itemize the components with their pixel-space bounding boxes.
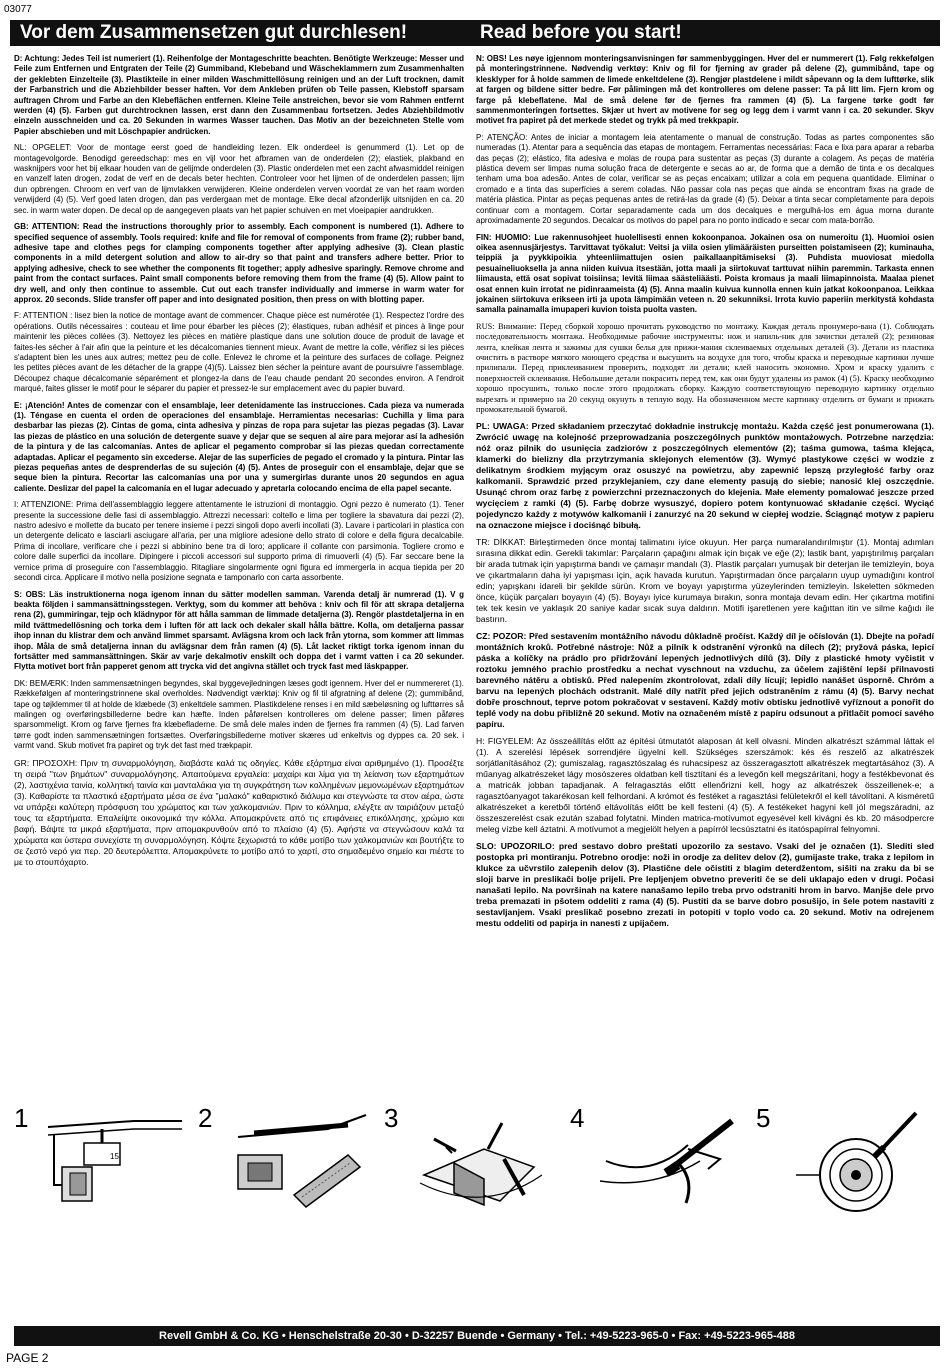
header-english: Read before you start!: [470, 20, 940, 46]
header-german: Vor dem Zusammensetzen gut durchlesen!: [10, 20, 470, 46]
paragraph-i: I: ATTENZIONE: Prima dell'assemblaggio leggere attentamente le istruzioni di montaggio. Ogni pezzo è numerato (1). Tener presente la successione delle fasi di assemblaggio. Attrezzi necessari: coltello e lima per togliere la sbavatura dai pezzi (2), nastro adesivo e mollette da bucato per tenere insieme i pezzi singoli dopo averli incollati (3). Lavare i particolari in plastica con un detergente delicato e lasciarli asciugare all'aria, per una migliore adesione dello strato di colore e della figura decalcabile. Prima di incollare, verificare che i pezzi si abbinino bene tra di loro; applicare il collante con parsimonia. Togliere cromo e colore dalle superfici da incollare. Dipingere i piccoli accessori sul supporto prima di rimuoverli (4) (5). Far seccare bene la vernice prima di proseguire con l'assemblaggio. Ritagliare singolarmente ogni figura ed immergerla in acqua tiepida per 20 secondi circa. Applicare il motivo nella posizione segnata e tamponarlo con carta assorbente.: [14, 500, 464, 583]
paragraph-slo: SLO: UPOZORILO: pred sestavo dobro preštati upozorilo za sestavo. Vsaki del je označen (1). Slediti sled postopka pri montiranju. Potrebno orodje: noži in orodje za delitev delov (2), gumijaste trake, traka z lepilom in klukce za učvrstilo zalepenih delov (3). Plastične dele očistiti z blagim deterdžentom, sišiti na zraku da bi se sloji barve in preslikači bolje prijeli. Pre lepljenjem obvetno preveriti če se deli uklapajo eden v drugi. Počasi nanašati lepilo. Na površinah na katere nanašamo lepilo treba prvo odstraniti hrom in barvo. Manjše dele prvo treba premazati in pšotem oddeliti z rama (4) (5). Pustiti da se barve dobro posušijo, in šele potem nastaviti z sestavljanjem. Vsaki preslikač posebno zrezati in potopiti v toplo vodo ca. 20 sekund. Motiv na odrejenem mestu oddeliti od papirja in nanesti z upijačem.: [476, 841, 934, 929]
paragraph-f: F: ATTENTION : lisez bien la notice de montage avant de commencer. Chaque pièce est numérotée (1). Respectez l'ordre des opérations. Outils nécessaires : couteau et lime pour ébarber les pièces (2); élastiques, ruban adhésif et pinces à linge pour maintenir les pièces collées (3). Nettoyez les pièces en matière plastique dans une solution douce de produit de lavage et faites-les sécher à l'air afin que la peinture et les décalcomanies tiennent mieux. Avant de mettre la colle, vérifiez si les pièces s'adaptent bien les unes aux autres; mettez peu de colle. Enlevez le chrome et la peinture des surfaces de collage. Peignez les petites pièces avant de les détacher de la grappe (4)(5). Laissez bien sécher la peinture avant de poursuivre l'assemblage. Découpez chaque décalcomanie séparément et plongez-la dans de l'eau chaude pendant 20 secondes environ. A l'endroit marqué, faites glisser le motif pour le séparer du papier et pressez-le sur emplacement avec du papier buvard.: [14, 311, 464, 394]
document-number: 03077: [4, 4, 32, 15]
paragraph-h: H: FIGYELEM: Az összeállítás előtt az építési útmutatót alaposan át kell olvasni. Minden alkatrészt számmal láttak el (1). A szerelési lépések sorrendjére ügyelni kell. Szükséges szerszámok: kés és reszelő az alkatrészek sorjátlanításához (2); gumiszalag, ragasztószalag és ruhacsipesz az összeragasztott alkatrészek megtartásához (3). A műanyag alkatrészeket lágy mosószeres oldatban kell tisztítani és a levegőn kell megszárítani, hogy a festékbevonat és a matricák jobban tapadjanak. A felragasztás előtt ellenőrizni kell, hogy az alkatrészek összeillenek-e; a ragasztóanyagot takarékosan kell felhordani. A krómot és festéket a ragasztási felületekről el kell távolítani. A kisméretű alkatrészeket a keretből történő eltávolítás előtt be kell festeni (4) (5). A festékeket hagyni kell jól megszáradni, az összeszerelést csak ezután szabad folytatni. Minden matrica-motívumot egyesével kell kivágni és kb. 20 másodpercre meleg vízbe kell áztatni. A motívumot a megjelölt helyen a papírról lecsúsztatni és itatóspapírral felnyomni.: [476, 736, 934, 835]
step-3-illustration: [384, 1105, 554, 1215]
knife-and-file-icon: [198, 1105, 368, 1215]
step-2-illustration: [198, 1105, 368, 1215]
glue-and-clamp-icon: [384, 1105, 554, 1215]
step-4-illustration: [570, 1105, 740, 1215]
instructions-right-column: [476, 54, 934, 935]
paragraph-tr: TR: DİKKAT: Birleştirmeden önce montaj talimatını iyice okuyun. Her parça numaralandırılmıştır (1). Montaj adımları sırasına dikkat edin. Gerekli takımlar: Parçaların çapağını almak için bıçak ve eğe (2); lastik bant, yapıştırılmış parçaları bir arada tutmak için yapıştırma bandı ve çamaşır mandalı (3). Plastik parçaları yumuşak bir deterjan ile temizleyin, boya ve çıkartmaların daha iyi yapışması için, açık havada kurutun. Yapıştırmadan önce parçaların uyup uymadığını kontrol edin; yapışkanı idareli bir şekilde sürün. Krom ve boyayı yapıştırma yüzeylerinden temizleyin. İskeletten sökmeden önce, küçük parçaları boyayın (4) (5). Boyayı iyice kurumaya bırakın, sonra montaja devam edin. Her çıkartma motifini tek tek kesin ve yaklaşık 20 saniye kadar sıcak suya daldırın. Motifi işaretlenen yere kağıttan itin ve silme kağıdı ile bastırın.: [476, 537, 934, 625]
step-1-illustration: [14, 1105, 184, 1215]
decal-application-icon: [756, 1105, 926, 1215]
svg-text:15: 15: [110, 1152, 119, 1161]
paragraph-s: S: OBS: Läs instruktionerna noga igenom innan du sätter modellen samman. Varenda detalj är numrerad (1). V g beakta följden i sammansättningsstegen. Verktyg, som du kommer att behöva : kniv och fil för att skrapa detaljerna rena (2), gummiringar, tejp och klädnypor för att hålla samman de limmade detaljerna (3). Rengör plastdetaljerna in en mild tvättmedellösning och torka dem i luften för att lack och dekaler skall hålla bättre. Kolla, om detaljerna passar ihop innan du klistrar dem och använd limmet sparsamt. Avlägsna krom och lack från ytorna, som kommer att limmas ihop. Måla de små detaljerna innan du avlägsnar dem från ramen (4) (5). Låt lacket riktigt torka igenom innan du fortsätter med sammansättningen. Skär av varje dekalmotiv enskilt och doppa det i varmt vatten i ca 20 sekunder. Flytta motivet bort från papperet genom att trycka vid det angivna stället och tryck fast med läskpapper.: [14, 589, 464, 672]
step-number: 2: [198, 1103, 213, 1133]
paragraph-cz: CZ: POZOR: Před sestavením montážního návodu důkladně pročíst. Každý díl je očíslován (1). Dbejte na pořadí montážních kroků. Potřebné nástroje: Nůž a pilník k odstranění výronků na dílech (2); pryžová páska, lepicí páska a kolíčky na prádlo pro přidržování lepených jednotlivých dílů (3). Díly z plastické hmoty vyčistit v roztoku jemného prachio prostředku a nechat vyschnout na vzduchu, za účelem zajištění lepší přilnavosti barevného nátěru a obtisků. Před nalepením zkontrolovat, zdali díly lícují; lepidlo nanášet úsporně. Chróm a barvu na lepených plochách odstranit. Malé díly natřít před jejich odstraněním z rámu (4) (5). Barvy nechat dobře proschnout, teprve potom pokračovat v sestavení. Každý motiv obtisku jednotlivě vyříznout a ponořit do teplé vody na dobu přibližně 20 sekund. Motiv na označeném místě z papíru odsunout a přitlačit pomocí savého papíru.: [476, 631, 934, 730]
paint-brush-icon: [570, 1105, 740, 1215]
step-number: 3: [384, 1103, 399, 1133]
paragraph-de: D: Achtung: Jedes Teil ist numeriert (1). Reihenfolge der Montageschritte beachten. Benötigte Werkzeuge: Messer und Feile zum Entfernen und Entgraten der Teile (2) Gummiband, Klebeband und Wäscheklammern zum Zusammenhalten der geklebten Einzelteile (3). Plastikteile in einer milden Waschmittellösung reinigen und an der Luft trocknen, damit der Farbanstrich und die Abziehbilder besser haften. Vor dem Ankleben prüfen ob Teile passen, Klebstoff sparsam auftragen Chrom und Farbe an den Klebeflächen entfernen. Kleine Teile anstreichen, bevor sie vom Rahmen entfernt werden (4) (5). Farben gut durchtrocknen lassen, erst dann den Zusammenbau fortsetzen. Jedes Abziehbildmotiv einzeln ausschneiden und ca. 20 Sekunden in warmes Wasser tauchen. Das Motiv an der bezeichneten Stelle vom Papier abschieben und mit Löschpapier andrücken.: [14, 54, 464, 136]
assembly-steps-illustrations: [14, 1105, 940, 1225]
paragraph-pl: PL: UWAGA: Przed składaniem przeczytać dokładnie instrukcję montażu. Każda część jest ponumerowana (1). Zwrócić uwagę na kolejność przeprowadzania poszczególnych punktów montażowych. Potrzebne narzędzia: nóż oraz pilnik do usunięcia zadziorów z poszczególnych elementów (2); taśma gumowa, taśma klejąca, klamerki do bielizny dla przytrzymania sklejonych elementów (3). Wymyć plastykowe części w wodzie z delikatnym środkiem myjącym oraz osuszyć na powietrzu, aby zapewnić lepszą przyległość farby oraz kalkomanii. Sprawdzić przed przyklejaniem, czy dane elementy pasują do siebie; nanosić klej oszczędnie. Usunąć chrom oraz farbę z powierzchni przeznaczonych do klejenia. Małe elementy pomalować jeszcze przed wycięciem z ramki (4) (5). Farbę dobrze wysuszyć, dopiero potem kontynuować składanie części. Wyciąć pojedynczo każdy z motywów kalkomanii i zanurzyć na 20 sekund w ciepłej wodzie. Ściągnąć motyw z papieru na oznaczone miejsce i dociśnąć bibułą.: [476, 421, 934, 531]
paragraph-e: E: ¡Atención! Antes de comenzar con el ensamblaje, leer detenidamente las instrucciones. Cada pieza va numerada (1). Téngase en cuenta el orden de operaciones del ensamblaje. Herramientas necesarias: Cuchilla y lima para desbarbar las piezas (2). Cintas de goma, cinta adhesiva y pinzas de ropa para sujetar las piezas pegadas (3). Lavar las piezas de plástico en una solución de detergente suave y dejar que se sequen al aire para mejorar así la adhesión de la pintura y de las calcomanías. Antes de aplicar el pegamento comprobar si las piezas quedan correctamente adaptadas. Aplicar el pegamento sin excederse. Alejar de las superficies de pegado el cromado y la pintura. Pintar las piezas pequeñas antes de desprenderlas de su sujeción (4) (5). Antes de proseguir con el ensamblaje, dejar que se seque bien la pintura. Recortar las calcomanías una por una y sumergirlas durante unos 20 segundos en agua caliente. Deslizar del papel la calcomanía en el lugar adecuado y apretarla colocando encima de ella papel secante.: [14, 400, 464, 493]
step-5-illustration: [756, 1105, 926, 1215]
paragraph-dk: DK: BEMÆRK: Inden sammensætningen begyndes, skal byggevejledningen læses godt igennem. Hver del er nummereret (1). Rækkefølgen af monteringstrinnene skal overholdes. Nødvendigt værktøj: Kniv og fil til afgratning af delene (2); gummibånd, tape og tøjklemmer til at holde de klæbede (3) enkeltdele sammen. Plastikdelene renses i en mild sæbeløsning og lufttørres så malingen og overføringsbillederne bedre kan hæfte. Inden påførelsen kontrolleres om delene passer; limen påføres sparsommeligt. Krom og farve fjernes fra klæbefladerne. De små dele males inden de fjernes fra rammen (4) (5). Lad farven tørre godt inden sammensætningen fortsættes. Overføringsbillederne motiver skæres ud enkeltvis og dyppes ca. 20 sek. i varmt vand. Skub motivet fra papiret og tryk det fast med trækpapir.: [14, 678, 464, 751]
company-footer: Revell GmbH & Co. KG • Henschelstraße 20-30 • D-32257 Buende • Germany • Tel.: +49-5223-965-0 • Fax: +49-5223-965-488: [14, 1326, 940, 1346]
page-number: PAGE 2: [6, 1351, 49, 1365]
paragraph-fin: FIN: HUOMIO: Lue rakennusohjeet huolellisesti ennen kokoonpanoa. Jokainen osa on numeroitu (1). Huomioi osien oikea asennusjärjestys. Tarvittavat työkalut: Veitsi ja viila osien ylimääräisten purseitten poistamiseen (2); kuminauha, teippiä ja pyykkipoikia yhteenliimattujen osien paikallaanpitämiseksi (3). Puhdista muoviosat miedolla pesuaineliuoksella ja anna niiden kuivua itsestään, jotta maali ja siirtokuvat tarttuvat niihin paremmin. Tarkasta ennen liimausta, että osat sopivat toisiinsa; levitä liimaa säästeliäästi. Poista kromaus ja maali liimapinnoista. Maalaa pienet osat ennen kuin irrotat ne pidinraameista (4) (5). Anna maalin kuivua kunnolla ennen kuin jatkat kokoonpanoa. Leikkaa jokainen siirtokuva erikseen irti ja upota lämpimään veteen n. 20 sekunniksi. Irrota kuvio paperiin merkitystä kohdasta samalla painamalla imupaperi kuvion toista puolta vasten.: [476, 232, 934, 315]
paragraph-rus: RUS: Внимание: Перед сборкой хорошо прочитать руководство по монтажу. Каждая деталь пронумеро-вана (1). Соблюдать последовательность монтажа. Необходимые рабочие инструменты: нож и напиль-ник для зачистки деталей (2); резиновая лента, клейкая лента и зажимы для сушки белья для прижи-мания склеиваемых отдельных деталей (3). Детали из пластика очистить в растворе мягкого моющего средства и высушить на воздухе для того, чтобы краска и переводные картинки лучше прилипали. Перед приклеиванием проверить, подходят ли детали; клей наносить экономно. Хром и краску удалить с поверхностей склеивания. Небольшие детали покрасить перед тем, как они будут удалены из рамок (4) (5). Краску необходимо хорошо просушить, только после этого продолжать сборку. Каждую соответствующую переводную картинку отдельно вырезать и примерно на 20 секунд окунуть в теплую воду. На обозначенном месте картинку отделить от бумаги и прижать промокательной бумагой.: [476, 321, 934, 414]
paragraph-n: N: OBS! Les nøye igjennom monteringsanvisningen før sammenbyggingen. Hver del er nummerert (1). Følg rekkefølgen på monteringstrinnene. Nødvendig verktøy: Kniv og fil for fjerning av grader på delene (2), gummibånd, tape og klesklyper for å holde sammen de limede enkeltdelene (3). Rengjør plastdelene i mildt såpevann og la dem lufttørke, slik at fargen og bildene sitter bedre. Før pålimingen må det kontrolleres om delene passer: Ta på litt lim. Fjern krom og farge på klebeflatene. Mal de små delene før de fjernes fra rammen (4) (5). La fargene tørke godt før sammenmonteringen fortsettes. Skjær ut hvert av motivene for seg og legg dem i varmt vann i ca. 20 sekunder. Skyv motivet fra papiret på det merkede stedet og trykk på med trekkpapir.: [476, 54, 934, 126]
step-number: 4: [570, 1103, 585, 1133]
step-number: 1: [14, 1103, 29, 1133]
paragraph-gr: GR: ΠΡΟΣΟΧΗ: Πριν τη συναρμολόγηση, διαβάστε καλά τις οδηγίες. Κάθε εξάρτημα είναι αριθμημένο (1). Προσέξτε τη σειρά "των βημάτων" συναρμολόγησης. Απαιτούμενα εργαλεία: μαχαίρι και λίμα για τη λείανση των εξαρτημάτων (2), λαστιχένια ταινία, κολλητική ταινία και μανταλάκια για τη συγκράτηση των κολλημένων μεμονωμένων εξαρτημάτων (3). Καθαρίστε τα πλαστικά εξαρτήματα μέσα σε ένα "μαλακό" καθαριστικό διάλυμα και στεγνώστε τα στον αέρα, ώστε να υπάρξει καλύτερη πρόσφυση του χρώματος και των χαλκομανιών. Πριν το κόλλημα, ελέγξτε αν ταιριάζουν μεταξύ τους τα εξαρτήματα. Επαλείψτε οικονομικά την κόλλα. Απομακρύνετε από τις επιφάνειες επικόλλησης, χρώμιο και βαφή. Βάψτε τα μικρά εξαρτήματα, πριν απομακρυνθούν από το πλαίσιο (4) (5). Αφήστε να στεγνώσουν καλά τα χρώματα και ύστερα συνεχίστε τη συναρμολόγηση. Κόψτε ξεχωριστά το κάθε μοτίβο των χαλκομανιών και βουτήξτε το σε ζεστό νερό για περ. 20 δευτερόλεπτα. Απομακρύνετε το μοτίβο από το χαρτί, στο σημαδεμένο σημείο και πιέστε το με το στουπόχαρτο.: [14, 757, 464, 867]
paragraph-p: P: ATENÇÃO: Antes de iniciar a montagem leia atentamente o manual de construção. Todas as partes componentes são numeradas (1). Atentar para a sequência das etapas de montagem. Ferramentas necessárias: Faca e lixa para aparar a rebarba das peças (2); elástico, fita adesiva e molas de roupa para sustentar as peças (3) durante a colagem. As peças de matéria plástica devem ser limpas numa solução fraca de detergente e secas ao ar, de forma que a demão de tinta e os decalques tenham uma boa adesão. Antes de colar, verificar se as peças encaixam; utilizar a cola em pequena quantidade. Eliminar o cromado e a tinta das superfícies a serem coladas. Não passar cola nas peças que ainda se encontram fixas na grade de matéria plástica. Pintar as peças pequenas antes de retirá-las da grade (4) (5). Deixar a tinta secar completamente para depois continuar com a montagem. Cortar separadamente cada um dos decalques e mergulhá-los em água morna durante aproximadamente 20 segundos. Decalcar os motivos do papel para no ponto indicado e secar com mata-borrão.: [476, 132, 934, 226]
instructions-left-column: [14, 54, 464, 874]
paragraph-nl: NL: OPGELET: Voor de montage eerst goed de handleiding lezen. Elk onderdeel is genummerd (1). Let op de montagevolgorde. Benodigd gereedschap: mes en vijl voor het afbramen van de onderdelen (2); elastiek, plakband en wasknijpers voor het bij elkaar houden van de gelijmde onderdelen (3). Plastic onderdelen met een zacht afwasmiddel reinigen en vanzelf laten drogen, zodat de verf en de decals beter hechten. Controleer voor het lijmen of de onderdelen passen; lijm dun opbrengen. Chroom en verf van de lijmvlakken verwijderen. Kleine onderdelen verven voordat ze van het raam worden verwijderd (4) (5). Verf goed laten drogen, dan pas verdergaan met de montage. Elke decal afzonderlijk uitsnijden en ca. 20 sec. in warm water dopen. De decal op de aangegeven plaats van het papier schuiven en met vloeipapier aandrukken.: [14, 143, 464, 215]
paragraph-gb: GB: ATTENTION: Read the instructions thoroughly prior to assembly. Each component is numbered (1). Adhere to specified sequence of assembly. Tools required: knife and file for removal of components from frame (2); rubber band, adhesive tape and clothes pegs for clamping components together after applying adhesive (3). Clean plastic components in a mild detergent solution and allow to air-dry so that paint and transfers adhere better. Prior to applying adhesive, check to see whether the components fit together; apply adhesive sparingly. Remove chrome and paint from the contact surfaces. Paint small components before removing them from the frame (4) (5). Allow paint to dry well, and only then continue to assemble. Cut out each transfer individually and immerse in warm water for approx. 20 seconds. Slide transfer off paper and into designated position, then press on with blotting paper.: [14, 222, 465, 304]
numbered-parts-icon: [14, 1105, 184, 1215]
step-number: 5: [756, 1103, 771, 1133]
